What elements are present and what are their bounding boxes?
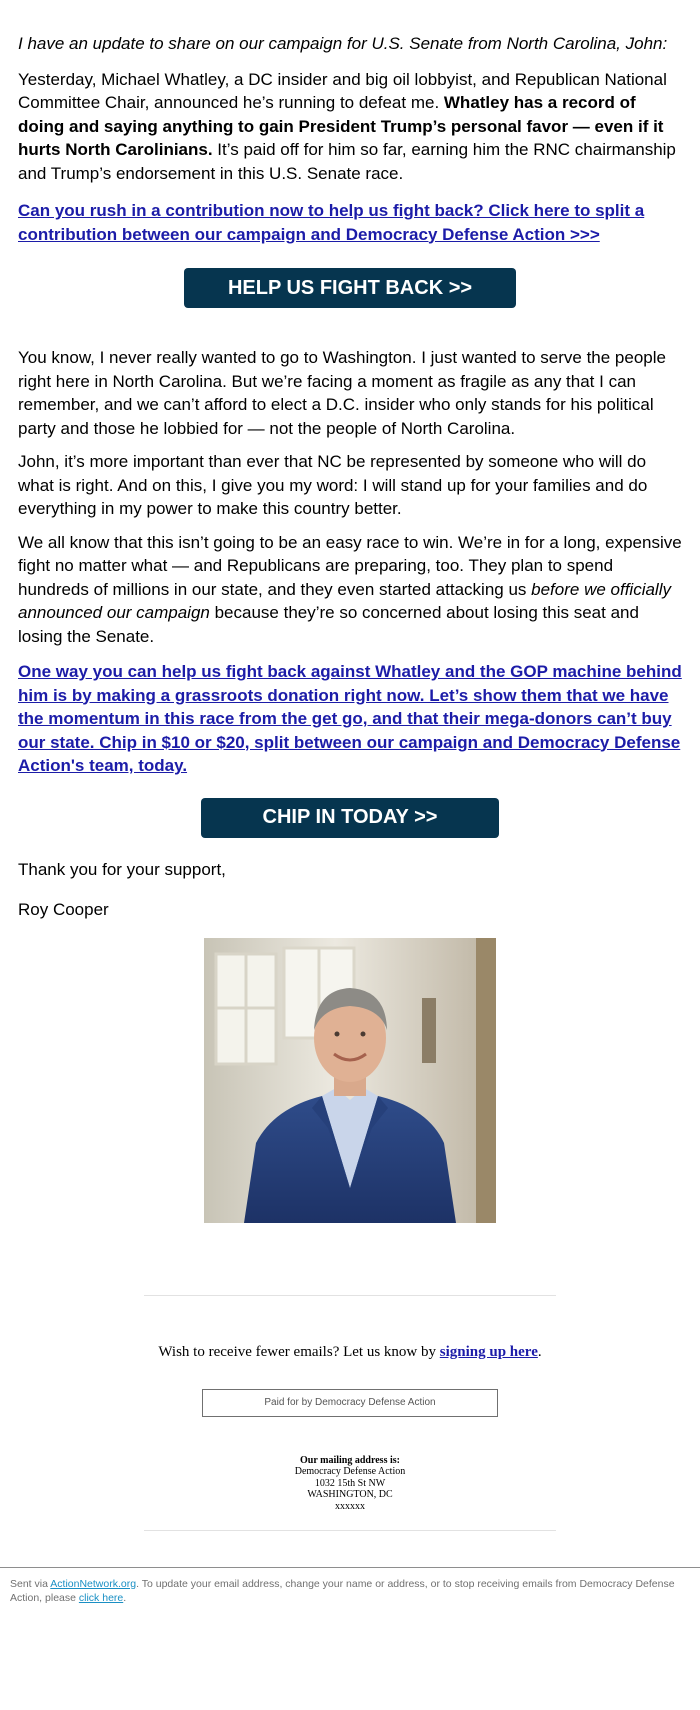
- cta-row-2: [18, 778, 682, 858]
- ask-1: [18, 199, 682, 246]
- footer-divider-bottom: [144, 1530, 556, 1531]
- address-zip: xxxxxx: [335, 1500, 365, 1512]
- fewer-emails-end: .: [537, 1343, 542, 1360]
- ask-1-link[interactable]: Can you rush in a contribution now to help us fight back? Click here to split a contribution between our campaign and Democracy Defense Action >>>: [18, 201, 645, 244]
- race-italic: before we officially announced our campaign: [18, 579, 671, 622]
- address-street: 1032 15th St NW: [314, 1477, 386, 1489]
- paid-for-box: Paid for by Democracy Defense Action: [202, 1389, 498, 1417]
- race-intro: We all know that this isn’t going to be an easy race to win. We’re in for a long, expensive fight no matter what — and Republicans are preparing, too. They plan to spend hundreds of millions in our state, and they even started attacking us: [18, 532, 682, 599]
- announcement-bold: Whatley has a record of doing and saying anything to gain President Trump’s personal favor — even if it hurts North Carolinians.: [18, 93, 664, 159]
- unsubscribe-end: .: [123, 1591, 127, 1604]
- footer: [144, 1295, 556, 1532]
- candidate-photo: [204, 938, 496, 1223]
- candidate-portrait-illustration: [204, 938, 496, 1223]
- address-city: WASHINGTON, DC: [307, 1489, 393, 1500]
- help-fight-back-button[interactable]: HELP US FIGHT BACK >>: [184, 268, 516, 308]
- photo-row: [18, 938, 682, 1223]
- action-network-link[interactable]: ActionNetwork.org: [50, 1578, 137, 1590]
- announcement-outro: It’s paid off for him so far, earning him the RNC chairmanship and Trump’s endorsement in this U.S. Senate race.: [18, 140, 676, 183]
- ask-2-link[interactable]: One way you can help us fight back against Whatley and the GOP machine behind him is by making a grassroots donation right now. Let’s show them that we have the momentum in this race from the get go, and that their mega-donors can’t buy our state. Chip in $10 or $20, split between our campaign and Democracy Defense Action's team, today.: [18, 662, 682, 775]
- paragraph-race: [18, 531, 682, 649]
- signing-up-link[interactable]: signing up here: [439, 1343, 538, 1360]
- cta-row-1: [18, 246, 682, 346]
- paragraph-announcement: [18, 68, 682, 186]
- mailing-address-heading: Our mailing address is:: [300, 1454, 400, 1466]
- chip-in-button[interactable]: CHIP IN TODAY >>: [201, 798, 499, 838]
- greeting: I have an update to share on our campaign for U.S. Senate from North Carolina, John:: [18, 34, 668, 53]
- race-outro: because they’re so concerned about losing this seat and losing the Senate.: [18, 603, 639, 646]
- address-org: Democracy Defense Action: [294, 1466, 406, 1477]
- thanks-line: Thank you for your support,: [18, 859, 226, 879]
- click-here-link[interactable]: click here: [78, 1591, 124, 1604]
- fewer-emails-line: [144, 1344, 556, 1361]
- paragraph-promise: John, it’s more important than ever that NC be represented by someone who will do what is right. And on this, I give you my word: I will stand up for your families and do everything in my power to make this country better.: [18, 452, 648, 518]
- fewer-emails-text: Wish to receive fewer emails? Let us know by: [158, 1343, 440, 1360]
- sent-via-text: Sent via: [10, 1578, 51, 1590]
- paragraph-washington: You know, I never really wanted to go to Washington. I just wanted to serve the people right here in North Carolina. But we’re facing a moment as fragile as any that I can remember, and we can’t afford to elect a D.C. insider who only stands for his political party and those he lobbied for — not the people of North Carolina.: [18, 348, 666, 438]
- announcement-intro: Yesterday, Michael Whatley, a DC insider and big oil lobbyist, and Republican National Committee Chair, announced he’s running to defeat me.: [18, 69, 667, 112]
- action-network-footer: [0, 1567, 700, 1605]
- ask-2: [18, 660, 682, 778]
- signature: Roy Cooper: [18, 899, 109, 919]
- mailing-address: [144, 1455, 556, 1513]
- unsubscribe-text: . To update your email address, change your name or address, or to stop receiving emails from Democracy Defense Action, please: [10, 1578, 675, 1604]
